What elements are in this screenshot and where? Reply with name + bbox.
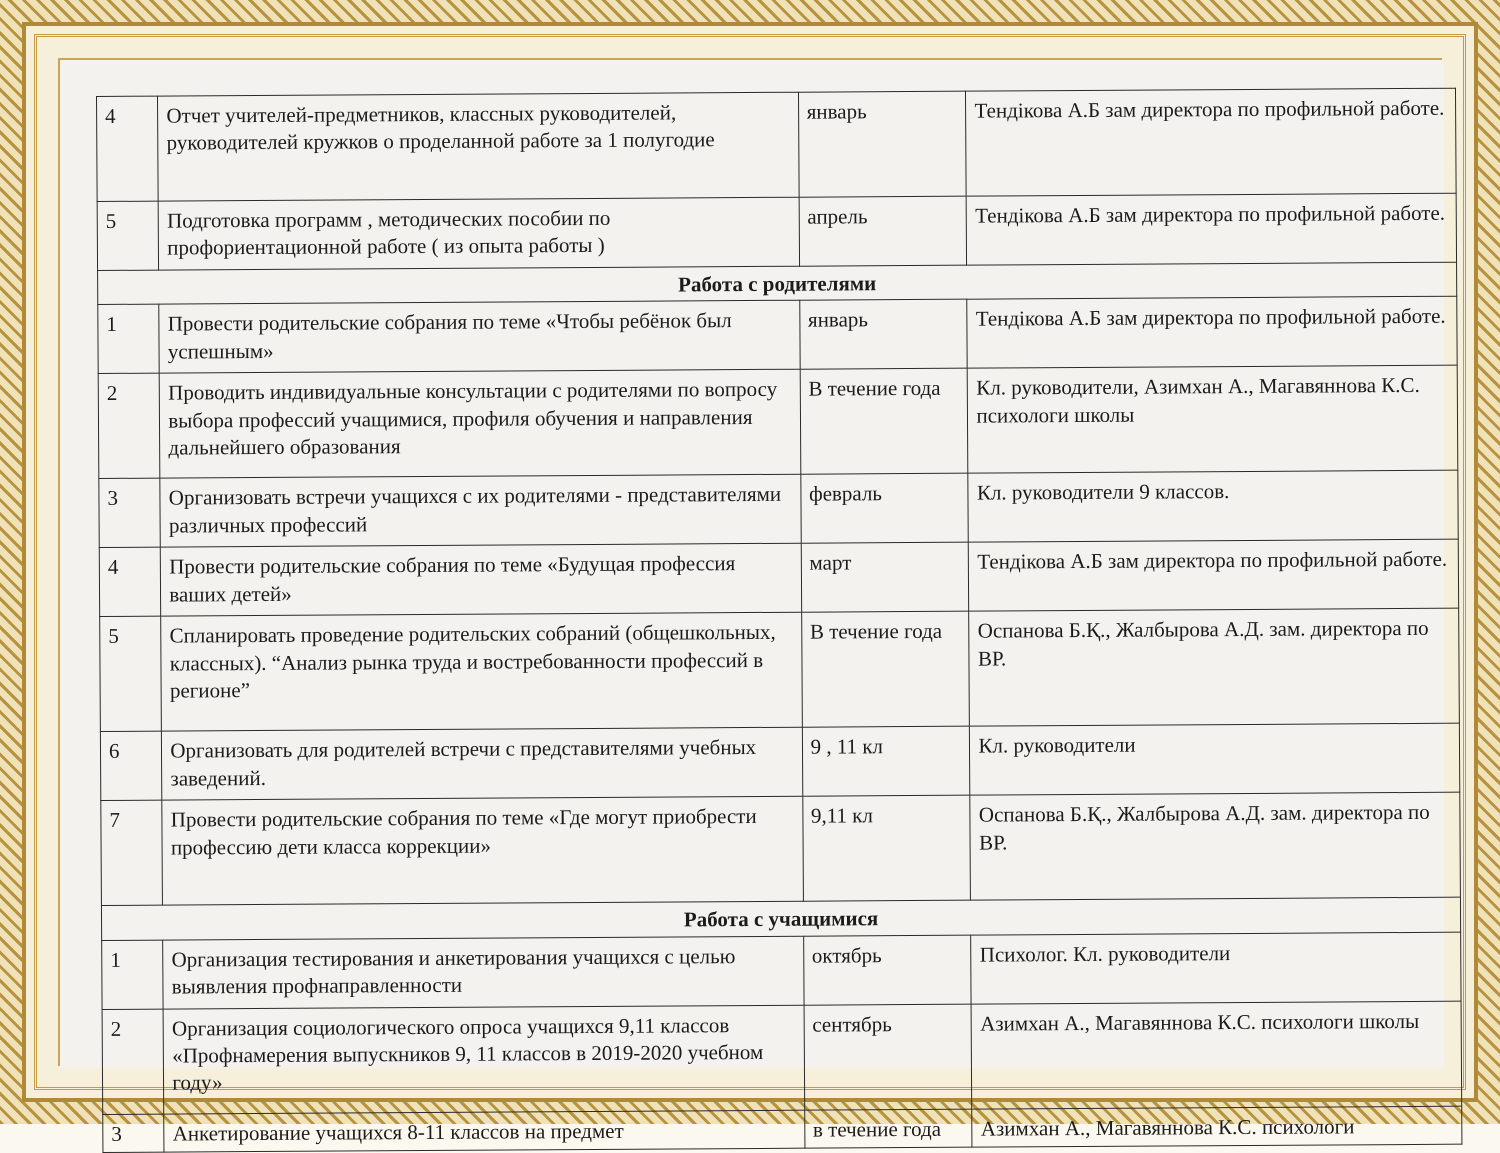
row-task: Организовать для родителей встречи с представителями учебных заведений. [162, 727, 803, 800]
row-responsible: Тендікова А.Б зам директора по профильной работе. [967, 296, 1457, 368]
row-task: Анкетирование учащихся 8-11 классов на предмет [164, 1110, 805, 1152]
table-row [98, 365, 1458, 478]
table-row [100, 608, 1460, 731]
row-responsible: Азимхан А., Магавяннова К.С. психологи [972, 1106, 1462, 1147]
row-date: 9 , 11 кл [802, 726, 970, 796]
row-task: Проводить индивидуальные консультации с родителями по вопросу выбора профессий учащимися, профиля обучения и направления дальнейшего образования [160, 370, 801, 479]
row-date: 9,11 кл [802, 795, 970, 901]
row-number: 4 [97, 96, 159, 201]
row-responsible: Тендікова А.Б зам директора по профильной работе. [967, 193, 1457, 265]
section-title-students: Работа с учащимися [101, 897, 1460, 940]
row-number: 6 [100, 731, 162, 800]
row-number: 5 [97, 201, 159, 270]
row-date: сентябрь [804, 1004, 972, 1110]
row-number: 1 [98, 304, 160, 373]
row-responsible: Психолог. Кл. руководители [971, 932, 1461, 1004]
table-row [100, 723, 1459, 800]
row-date: март [801, 542, 969, 612]
table-row [97, 88, 1457, 201]
document-sheet [60, 60, 1448, 1146]
document-area [58, 58, 1448, 1146]
table-row [97, 193, 1456, 270]
row-date: январь [799, 299, 967, 369]
table-row [99, 539, 1458, 616]
row-responsible: Кл. руководители 9 классов. [968, 470, 1458, 542]
row-task: Подготовка программ , методических пособии по профориентационной работе ( из опыта работы ) [158, 197, 799, 270]
row-task: Спланировать проведение родительских собраний (общешкольных, классных). “Анализ рынка труда и востребованности профессий в регионе” [161, 612, 802, 731]
row-task: Отчет учителей-предметников, классных руководителей, руководителей кружков о проделанной работе за 1 полугодие [158, 92, 799, 201]
row-responsible: Азимхан А., Магавяннова К.С. психологи школы [972, 1001, 1462, 1109]
row-date: в течение года [804, 1109, 972, 1148]
row-responsible: Кл. руководители, Азимхан А., Магавяннова К.С. психологи школы [968, 365, 1458, 473]
plan-table [96, 88, 1462, 1153]
row-date: февраль [800, 473, 968, 543]
row-date: январь [798, 91, 966, 197]
table-row [102, 1001, 1462, 1114]
row-responsible: Тендікова А.Б зам директора по профильной работе. [969, 539, 1459, 611]
section-title-parents: Работа с родителями [98, 262, 1457, 305]
row-number: 3 [103, 1114, 165, 1153]
table-row [101, 792, 1461, 905]
row-responsible: Кл. руководители [970, 723, 1460, 795]
row-number: 1 [102, 940, 164, 1009]
row-responsible: Оспанова Б.Қ., Жалбырова А.Д. зам. директора по ВР. [969, 608, 1459, 726]
row-task: Провести родительские собрания по теме «Где могут приобрести профессию дети класса коррекции» [162, 796, 803, 905]
row-number: 2 [98, 373, 160, 478]
row-task: Организовать встречи учащихся с их родителями - представителями различных профессий [160, 475, 801, 548]
row-number: 4 [99, 547, 161, 616]
row-date: В течение года [801, 611, 970, 727]
row-number: 5 [100, 616, 162, 731]
row-date: апрель [799, 196, 967, 266]
row-responsible: Тендікова А.Б зам директора по профильной работе. [966, 88, 1456, 196]
row-number: 2 [102, 1009, 164, 1114]
row-responsible: Оспанова Б.Қ., Жалбырова А.Д. зам. директора по ВР. [970, 792, 1460, 900]
table-row [98, 296, 1457, 373]
table-row [102, 932, 1461, 1009]
row-task: Организация социологического опроса учащихся 9,11 классов «Профнамерения выпускников 9, 11 классов в 2019-2020 учебном году» [163, 1005, 804, 1114]
row-task: Организация тестирования и анкетирования учащихся с целью выявления профнаправленности [163, 936, 804, 1009]
table-row [103, 1106, 1462, 1153]
row-number: 7 [101, 800, 163, 905]
row-number: 3 [99, 478, 161, 547]
row-date: В течение года [800, 368, 968, 474]
row-task: Провести родительские собрания по теме «Чтобы ребёнок был успешным» [159, 301, 800, 374]
table-row [99, 470, 1458, 547]
row-date: октябрь [803, 935, 971, 1005]
row-task: Провести родительские собрания по теме «Будущая профессия ваших детей» [161, 543, 802, 616]
